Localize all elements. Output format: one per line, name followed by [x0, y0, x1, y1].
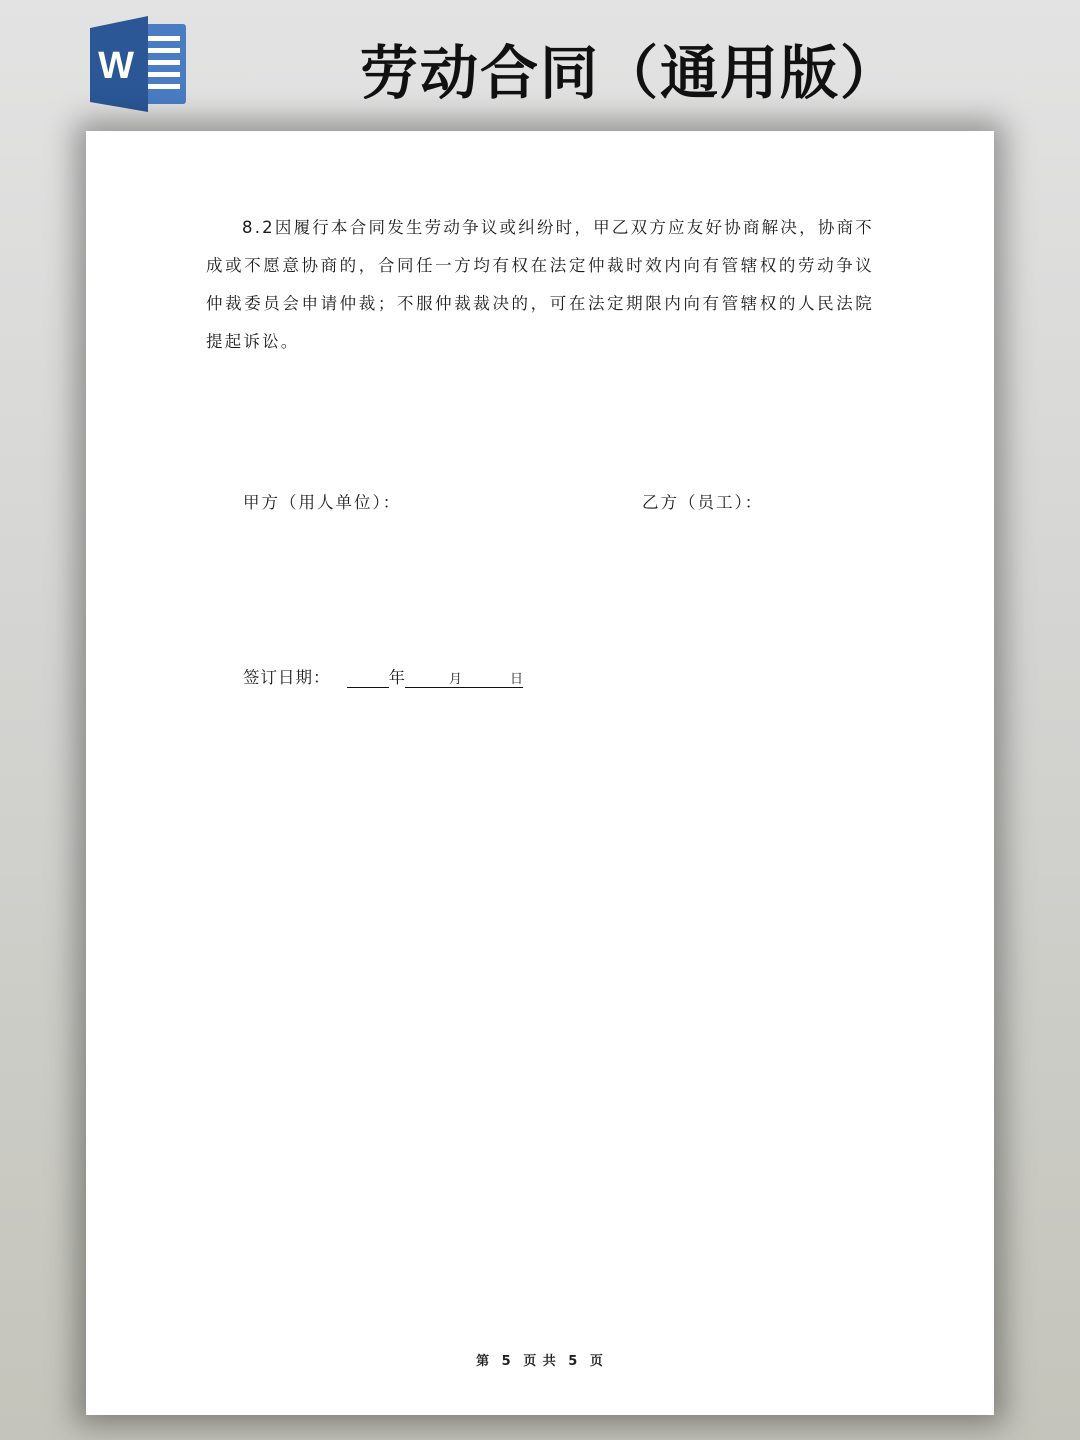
- sign-date-label: 签订日期：: [243, 668, 331, 687]
- year-unit: 年: [388, 668, 405, 687]
- document-page: [86, 131, 994, 1415]
- page-title: 劳动合同（通用版）: [360, 39, 901, 107]
- word-logo-letter: W: [98, 45, 134, 87]
- month-unit: 月: [449, 672, 463, 687]
- footer-total-pages: 5: [568, 1354, 579, 1369]
- word-doc-icon: [90, 16, 190, 112]
- party-a-signature-label: 甲方（用人单位）：: [243, 493, 402, 512]
- party-b-signature-label: 乙方（员工）：: [642, 493, 764, 512]
- footer-suffix: 页: [589, 1354, 604, 1369]
- page-footer: [86, 1350, 994, 1369]
- footer-prefix: 第: [476, 1354, 491, 1369]
- footer-current-page: 5: [501, 1354, 512, 1369]
- footer-mid: 页 共: [523, 1354, 557, 1369]
- sign-date-line: [243, 664, 523, 688]
- year-blank[interactable]: [347, 669, 389, 688]
- clause-8-2: 8.2因履行本合同发生劳动争议或纠纷时，甲乙双方应友好协商解决，协商不成或不愿意协商的，合同任一方均有权在法定仲裁时效内向有管辖权的劳动争议仲裁委员会申请仲裁；不服仲裁裁决的，可在法定期限内向有管辖权的人民法院提起诉讼。: [206, 218, 874, 351]
- day-unit: 日: [510, 672, 524, 687]
- month-day-blank[interactable]: [405, 669, 523, 688]
